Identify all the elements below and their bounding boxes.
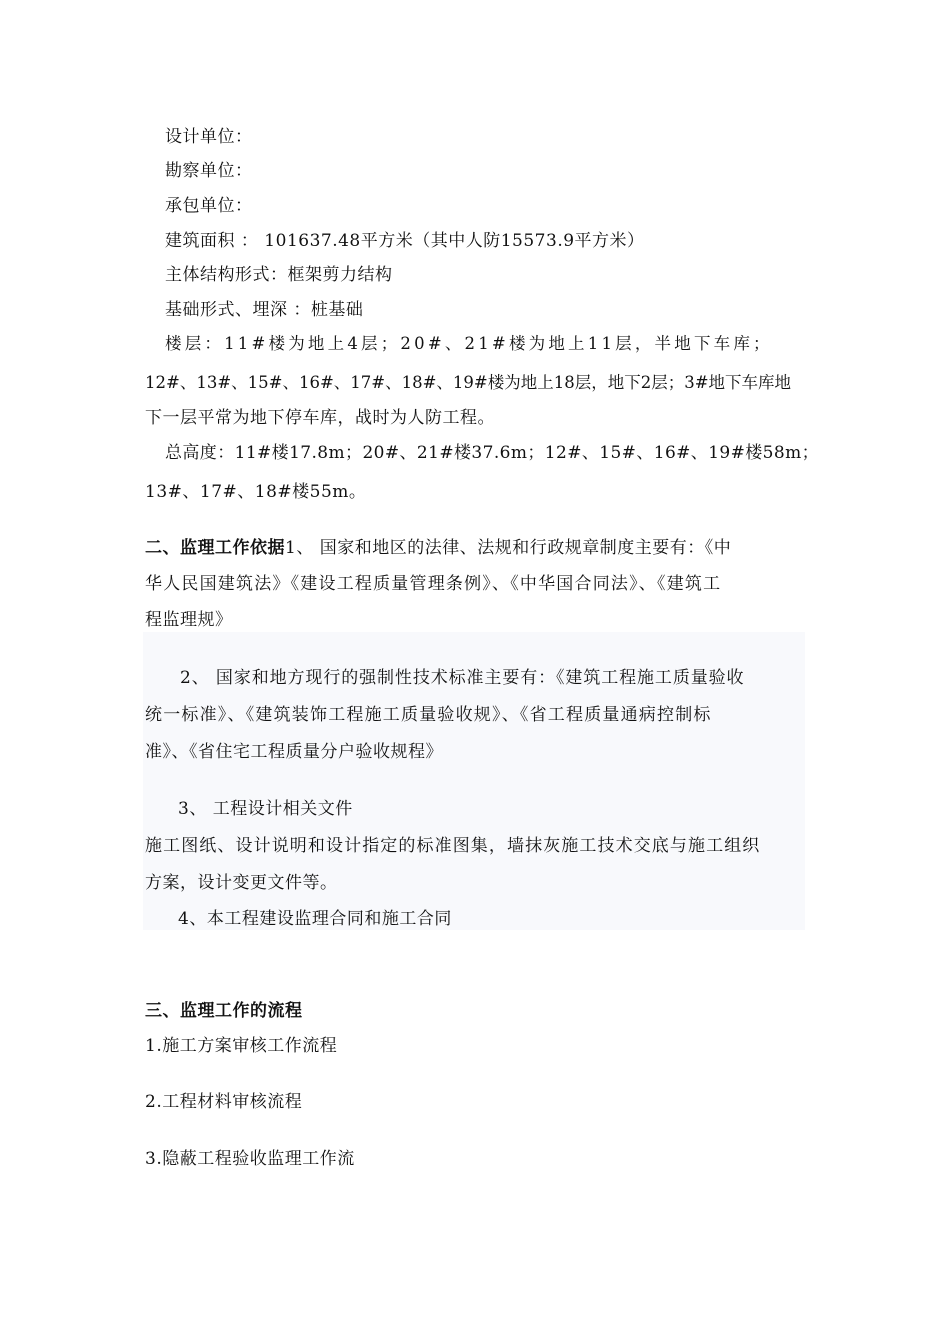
- section2-first-line: [145, 536, 731, 560]
- section2-item1-line3: 程监理规》: [145, 610, 233, 630]
- height-line1: 总高度：11#楼17.8m；20#、21#楼37.6m；12#、15#、16#、19#楼58m；: [165, 443, 820, 463]
- section3-item1: 1.施工方案审核工作流程: [145, 1036, 338, 1056]
- section3-heading: 三、监理工作的流程: [145, 1001, 303, 1021]
- section2-heading: 二、监理工作依据: [145, 538, 285, 558]
- building-area: 建筑面积 ： 101637.48平方米（其中人防15573.9平方米）: [165, 231, 645, 251]
- contractor: 承包单位：: [165, 196, 253, 216]
- section2-item2-line2: 统一标准》、《建筑装饰工程施工质量验收规》、《省工程质量通病控制标: [145, 705, 712, 725]
- section3-item2: 2.工程材料审核流程: [145, 1092, 303, 1112]
- section2-item1-line2: 华人民国建筑法》《建设工程质量管理条例》、《中华国合同法》、《建筑工: [145, 574, 722, 594]
- section2-item3-title: 3、 工程设计相关文件: [178, 799, 353, 819]
- floors-line2: 12#、13#、15#、16#、17#、18#、19#楼为地上18层，地下2层；3#地下车库地: [145, 373, 792, 392]
- foundation: 基础形式、埋深 ：桩基础: [165, 300, 364, 320]
- design-unit: 设计单位：: [165, 127, 253, 147]
- structure-type: 主体结构形式：框架剪力结构: [165, 265, 393, 285]
- floors-line1: 楼层：11#楼为地上4层；20#、21#楼为地上11层，半地下车库；: [165, 334, 773, 353]
- survey-unit: 勘察单位：: [165, 161, 253, 181]
- section2-item4: 4、本工程建设监理合同和施工合同: [178, 909, 452, 929]
- section2-item2-line1: 2、 国家和地方现行的强制性技术标准主要有：《建筑工程施工质量验收: [180, 668, 745, 688]
- section2-item2-line3: 准》、《省住宅工程质量分户验收规程》: [145, 742, 443, 762]
- section2-item1-line1: 1、 国家和地区的法律、法规和行政规章制度主要有：《中: [285, 538, 732, 558]
- section3-item3: 3.隐蔽工程验收监理工作流: [145, 1149, 355, 1169]
- section2-item3-line1: 施工图纸、设计说明和设计指定的标准图集，墙抹灰施工技术交底与施工组织: [145, 836, 761, 856]
- floors-line3: 下一层平常为地下停车库，战时为人防工程。: [145, 408, 495, 428]
- height-line2: 13#、17#、18#楼55m。: [145, 482, 367, 502]
- section2-item3-line2: 方案，设计变更文件等。: [145, 873, 338, 893]
